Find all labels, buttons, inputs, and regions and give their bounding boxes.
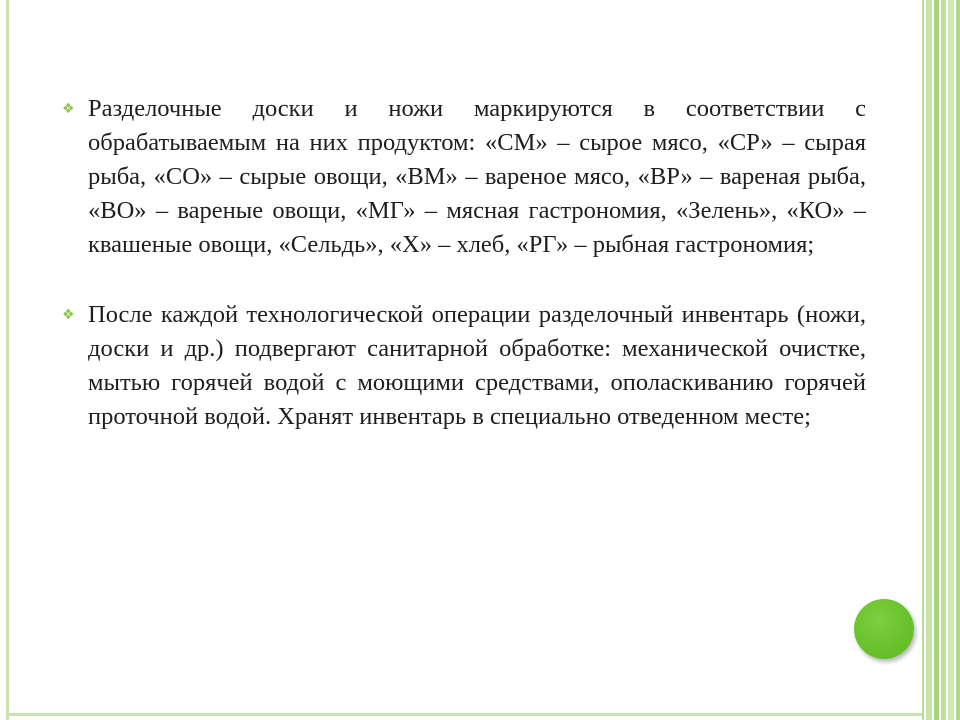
- bullet-text: Разделочные доски и ножи маркируются в соответствии с обрабатываемым на них продуктом: «СМ» – сырое мясо, «СР» – сырая рыба, «СО» – сырые овощи, «ВМ» – вареное мясо, «ВР» – вареная рыба, «ВО» – вареные овощи, «МГ» – мясная гастрономия, «Зелень», «КО» – квашеные овощи, «Сельдь», «Х» – хлеб, «РГ» – рыбная гастрономия;: [88, 95, 866, 258]
- bullet-item: [60, 298, 866, 434]
- slide-content: [60, 92, 866, 434]
- stripe: [922, 0, 924, 720]
- frame-left-border: [6, 0, 9, 720]
- frame-right-stripes: [920, 0, 960, 720]
- stripe: [926, 0, 932, 720]
- diamond-bullet-icon: ❖: [62, 307, 75, 323]
- bullet-item: [60, 92, 866, 262]
- stripe: [941, 0, 946, 720]
- stripe: [948, 0, 954, 720]
- decorative-green-circle: [854, 599, 914, 659]
- stripe: [956, 0, 960, 720]
- bullet-text: После каждой технологической операции разделочный инвентарь (ножи, доски и др.) подвергают санитарной обработке: механической очистке, мытью горячей водой с моющими средствами, ополаскиванию горячей проточной водой. Хранят инвентарь в специально отведенном месте;: [88, 301, 866, 430]
- diamond-bullet-icon: ❖: [62, 101, 75, 117]
- stripe: [934, 0, 939, 720]
- frame-bottom-border: [6, 713, 922, 716]
